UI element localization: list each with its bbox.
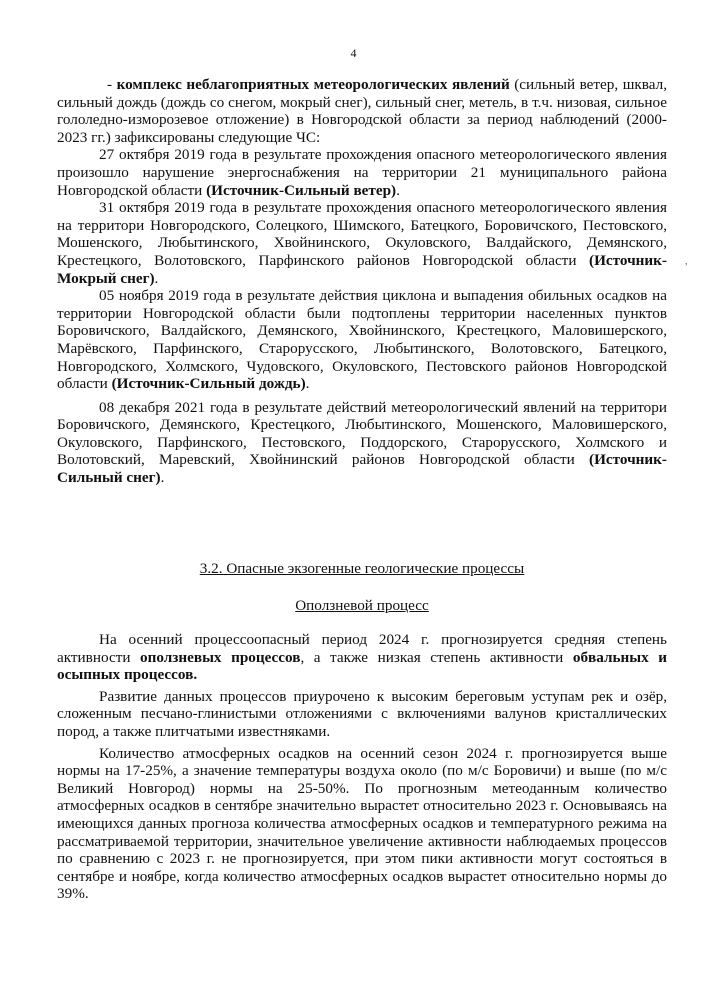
- event-paragraph: [57, 146, 667, 199]
- event-paragraph: [57, 287, 667, 393]
- landslide-paragraph-1: [57, 631, 667, 684]
- event-end: .: [396, 181, 400, 199]
- event-text: 27 октября 2019 года в результате прохождения опасного метеорологического явления произошло нарушение энергоснабжения на территории 21 муниципального района Новгородской области: [57, 146, 667, 199]
- para1-text-c: , а также низкая степень активности: [300, 648, 573, 666]
- intro-rest: (сильный ветер, шквал, сильный дождь (дождь со снегом, мокрый снег), сильный снег, метель, в т.ч. низовая, сильное гололедно-изморозевое отложение) в Новгородской области за период наблюдений (2000-2023 гг.) зафиксированы следующие ЧС:: [57, 76, 667, 146]
- event-source: (Источник-Сильный ветер): [206, 181, 397, 199]
- event-paragraph: [57, 399, 667, 487]
- event-end: .: [160, 469, 165, 487]
- event-text: 05 ноября 2019 года в результате действия циклона и выпадения обильных осадков на территории Новгородской области были подтоплены территории населенных пунктов Боровичского, Валдайского, Демянского, Хвойнинского, Крестецкого, Маловишерского, Марёвского, Парфинского, Старорусского, Любытинского, Волотовского, Батецкого, Новгородского, Холмского, Чудовского, Окуловского, Пестовского районов Новгородской области: [57, 287, 667, 393]
- page-number: 4: [350, 46, 357, 60]
- scan-mark: ,: [685, 256, 688, 267]
- intro-dash: -: [107, 76, 117, 93]
- weather-events-block: [57, 76, 667, 487]
- intro-paragraph: [57, 76, 667, 146]
- event-text: 08 декабря 2021 года в результате действий метеорологический явлений на территори Боровичского, Демянского, Крестецкого, Любытинского, Мошенского, Маловишерского, Окуловского, Парфинского, Пестовского, Поддорского, Старорусского, Холмского и Волотовский, Маревский, Хвойнинский районов Новгородской области: [57, 398, 667, 469]
- para1-text-a: На осенний процессоопасный период 2024 г. прогнозируется средняя степень активности: [57, 631, 667, 666]
- para1-bold-1: оползневых процессов: [140, 648, 301, 666]
- event-text: 31 октября 2019 года в результате прохождения опасного метеорологического явления на территори Новгородского, Солецкого, Шимского, Батецкого, Боровичского, Пестовского, Мошенского, Любытинского, Хвойнинского, Окуловского, Валдайского, Демянского, Крестецкого, Волотовского, Парфинского районов Новгородской области: [57, 199, 667, 269]
- landslide-block: [57, 631, 667, 903]
- para1-end: .: [193, 666, 198, 684]
- event-end: .: [305, 375, 310, 393]
- event-paragraph: [57, 199, 667, 287]
- event-source: (Источник-Мокрый снег): [57, 251, 667, 287]
- subsection-title: Оползневой процесс: [295, 597, 429, 614]
- event-source: (Источник-Сильный дождь): [111, 375, 306, 393]
- landslide-paragraph-2: Развитие данных процессов приурочено к высоким береговым уступам рек и озёр, сложенным песчано-глинистыми отложениями с включениями валунов кристаллических пород, а также плитчатыми известняками.: [57, 687, 667, 740]
- landslide-paragraph-3: Количество атмосферных осадков на осенний сезон 2024 г. прогнозируется выше нормы на 17-25%, а значение температуры воздуха около (по м/с Боровичи) и выше (по м/с Великий Новгород) нормы на 25-50%. По прогнозным метеоданным количество атмосферных осадков в сентябре значительно вырастет относительно 2023 г. Основываясь на имеющихся данных прогноза количества атмосферных осадков и температурного режима на рассматриваемой территории, значительное увеличение активности наблюдаемых процессов по сравнению с 2023 г. не прогнозируется, при этом пики активности могут состояться в сентябре и ноябре, когда количество атмосферных осадков вырастет относительно нормы до 39%.: [57, 744, 667, 903]
- intro-bold-phrase: комплекс неблагоприятных метеорологических явлений: [116, 76, 510, 93]
- section-title: 3.2. Опасные экзогенные геологические процессы: [199, 560, 525, 577]
- event-end: .: [154, 269, 159, 287]
- event-source: (Источник-Сильный снег): [57, 451, 667, 487]
- para1-bold-2: обвальных и осыпных процессов: [57, 648, 668, 684]
